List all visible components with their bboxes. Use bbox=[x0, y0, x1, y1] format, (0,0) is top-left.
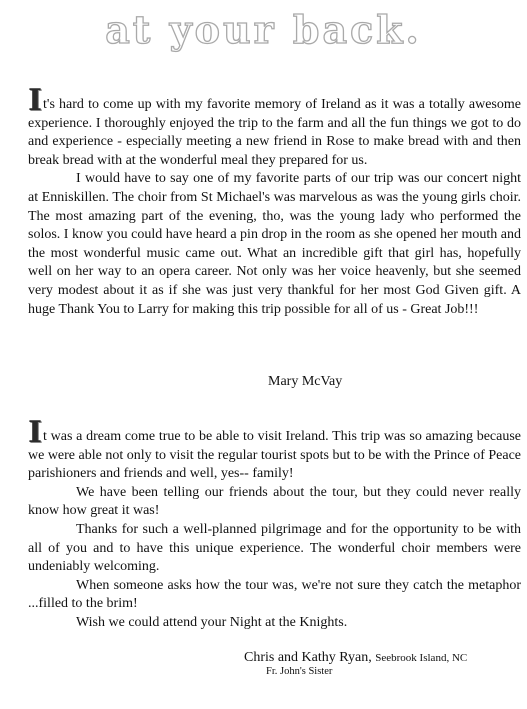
letter-ryan bbox=[28, 415, 521, 633]
drop-cap: I bbox=[28, 415, 43, 450]
letter-mary-mcvay bbox=[28, 83, 521, 319]
signature-note: Fr. John's Sister bbox=[266, 666, 333, 677]
letter-paragraph: Thanks for such a well-planned pilgrimage and for the opportunity to be with all of you and to have this unique experience. The wonderful choir members were undeniably welcoming. bbox=[28, 521, 521, 575]
letter-paragraph: I would have to say one of my favorite parts of our trip was our concert night at Enniskillen. The choir from St Michael's was marvelous as was the young girls choir. The most amazing part of the evening, tho, was the young lady who performed the solos. I know you could have heard a pin drop in the room as she opened her mouth and the most wonderful music came out. What an incredible gift that girl has, hopefully well on her way to an opera career. Not only was her voice heavenly, but she seemed very modest about it as if she was just very thankful for her most God Given gift. A huge Thank You to Larry for making this trip possible for all of us - Great Job!!! bbox=[28, 171, 521, 317]
signature-name: Chris and Kathy Ryan, bbox=[244, 650, 376, 665]
letter-paragraph bbox=[28, 415, 521, 484]
paragraph-text: t's hard to come up with my favorite memory of Ireland as it was a totally awesome experience. I thoroughly enjoyed the trip to the farm and all the fun things we got to do and experience - especially meeting a new friend in Rose to make bread with and then break bread with at the wonderful meal they prepared for us. bbox=[28, 97, 521, 168]
letter-paragraph: When someone asks how the tour was, we're not sure they catch the metaphor ...filled to the brim! bbox=[28, 577, 521, 612]
letter-paragraph bbox=[28, 83, 521, 170]
page-title: at your back. bbox=[105, 7, 422, 52]
drop-cap: I bbox=[28, 83, 43, 118]
signature-place: Seebrook Island, NC bbox=[375, 652, 468, 664]
letter-paragraph: We have been telling our friends about the tour, but they could never really know how great it was! bbox=[28, 484, 521, 519]
signature-mary-mcvay: Mary McVay bbox=[268, 374, 343, 389]
paragraph-text: t was a dream come true to be able to visit Ireland. This trip was so amazing because we were able not only to visit the regular tourist spots but to be with the Prince of Peace parishioners and friends and well, yes-- family! bbox=[28, 429, 521, 482]
letter-paragraph: Wish we could attend your Night at the Knights. bbox=[76, 614, 348, 630]
